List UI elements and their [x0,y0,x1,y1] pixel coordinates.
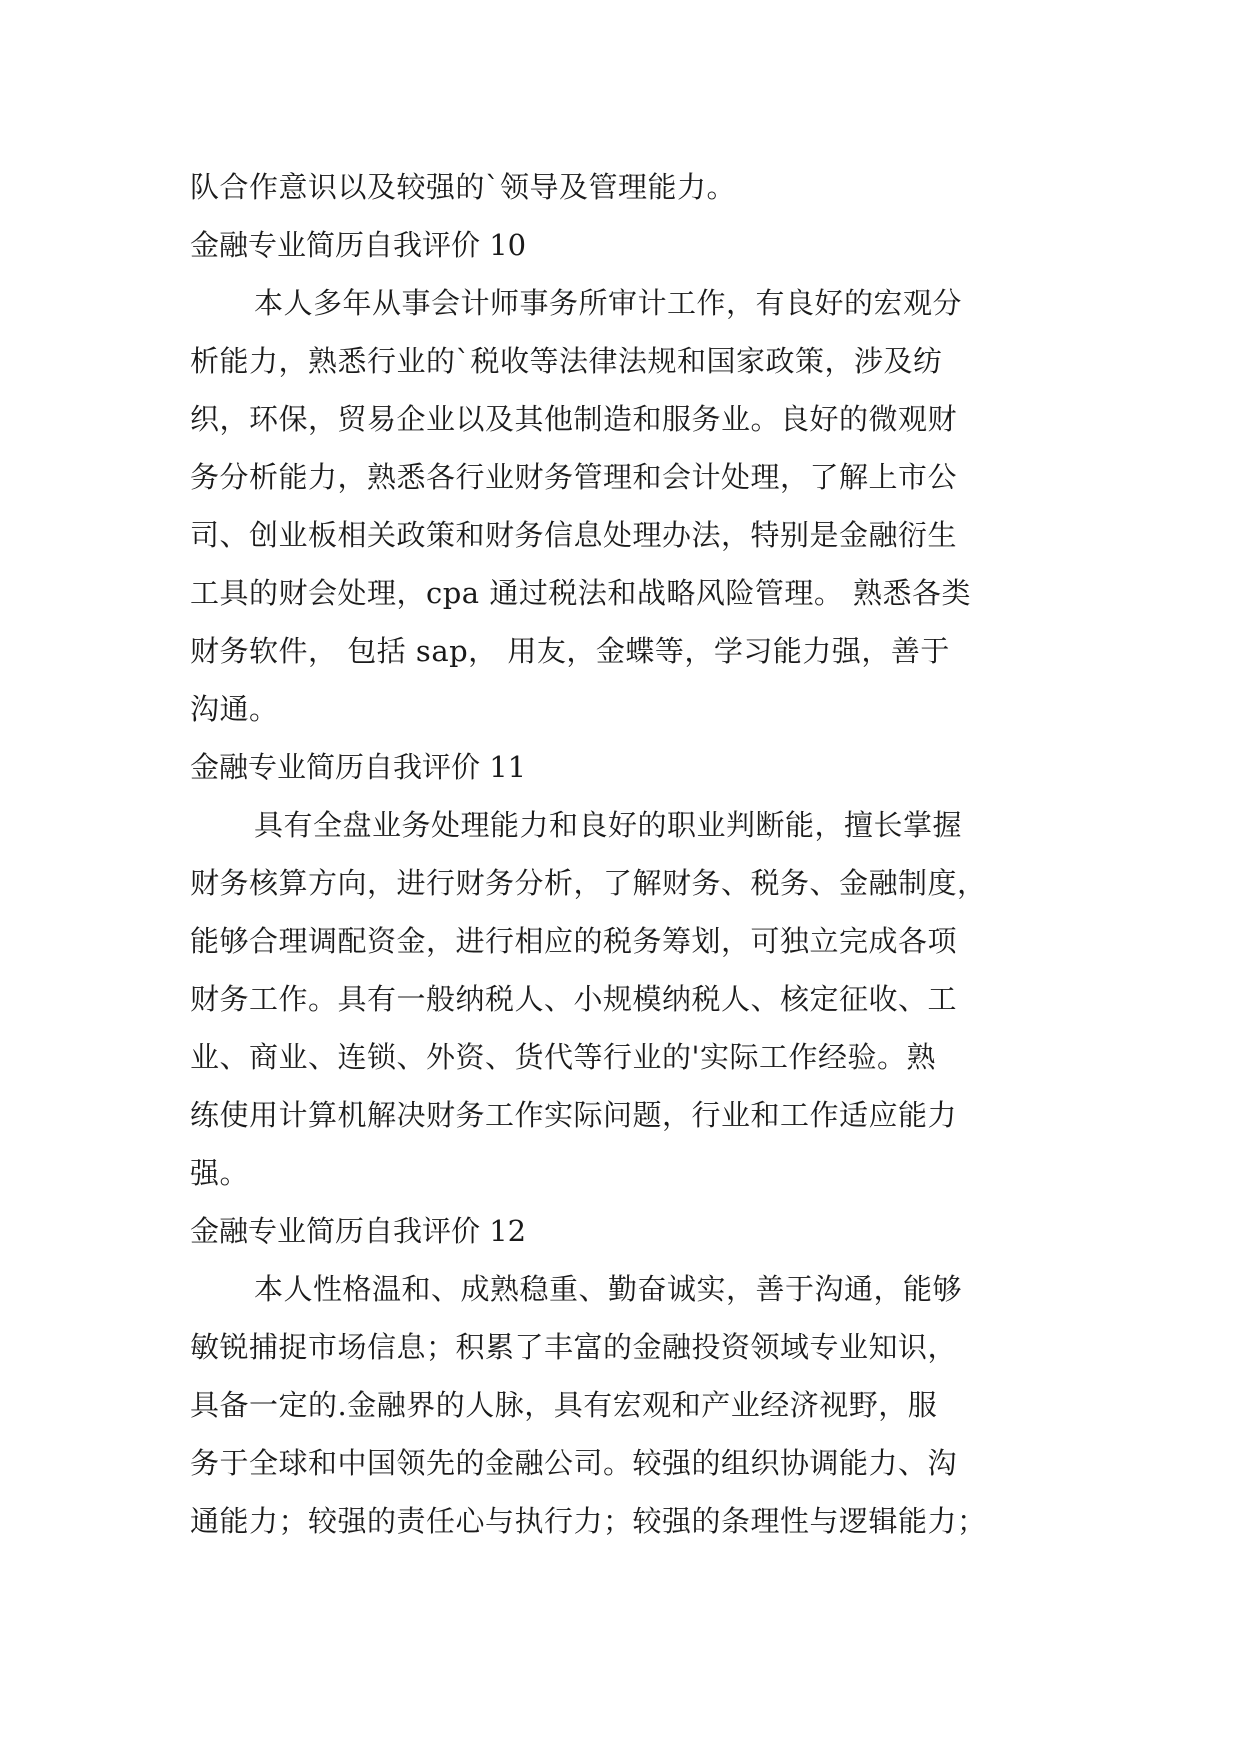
section-heading-10: 金融专业简历自我评价 10 [190,228,527,262]
text-line: 能够合理调配资金，进行相应的税务筹划，可独立完成各项 [190,924,958,958]
text-line: 沟通。 [190,692,279,726]
text-line: 强。 [190,1156,250,1190]
paragraph-section-11 [190,796,1050,1202]
text-line: 通能力；较强的责任心与执行力；较强的条理性与逻辑能力； [190,1504,987,1538]
paragraph-section-10 [190,274,1050,738]
text-line: 练使用计算机解决财务工作实际问题，行业和工作适应能力 [190,1098,958,1132]
section-heading-12: 金融专业简历自我评价 12 [190,1214,527,1248]
text-line: 析能力，熟悉行业的`税收等法律法规和国家政策，涉及纺 [190,344,943,378]
section-heading-11: 金融专业简历自我评价 11 [190,750,527,784]
document-body [190,158,1050,1550]
text-line: 工具的财会处理，cpa 通过税法和战略风险管理。 熟悉各类 [190,576,972,610]
text-line: 业、商业、连锁、外资、货代等行业的'实际工作经验。熟 [190,1040,936,1074]
text-line: 财务软件， 包括 sap， 用友，金蝶等，学习能力强，善于 [190,634,950,668]
text-line: 本人多年从事会计师事务所审计工作，有良好的宏观分 [254,286,963,320]
text-line: 敏锐捕捉市场信息；积累了丰富的金融投资领域专业知识， [190,1330,958,1364]
paragraph-continuation [190,158,1050,216]
text-line: 具备一定的.金融界的人脉，具有宏观和产业经济视野，服 [190,1388,938,1422]
text-line: 织，环保，贸易企业以及其他制造和服务业。良好的微观财 [190,402,958,436]
text-line: 司、创业板相关政策和财务信息处理办法，特别是金融衍生 [190,518,958,552]
text-line: 务分析能力，熟悉各行业财务管理和会计处理，了解上市公 [190,460,958,494]
text-line: 务于全球和中国领先的金融公司。较强的组织协调能力、沟 [190,1446,958,1480]
text-line: 财务工作。具有一般纳税人、小规模纳税人、核定征收、工 [190,982,958,1016]
text-line: 本人性格温和、成熟稳重、勤奋诚实，善于沟通，能够 [254,1272,963,1306]
paragraph-section-12 [190,1260,1050,1550]
text-line: 财务核算方向，进行财务分析，了解财务、税务、金融制度， [190,866,987,900]
text-line: 具有全盘业务处理能力和良好的职业判断能，擅长掌握 [254,808,963,842]
text-line: 队合作意识以及较强的`领导及管理能力。 [190,170,737,204]
